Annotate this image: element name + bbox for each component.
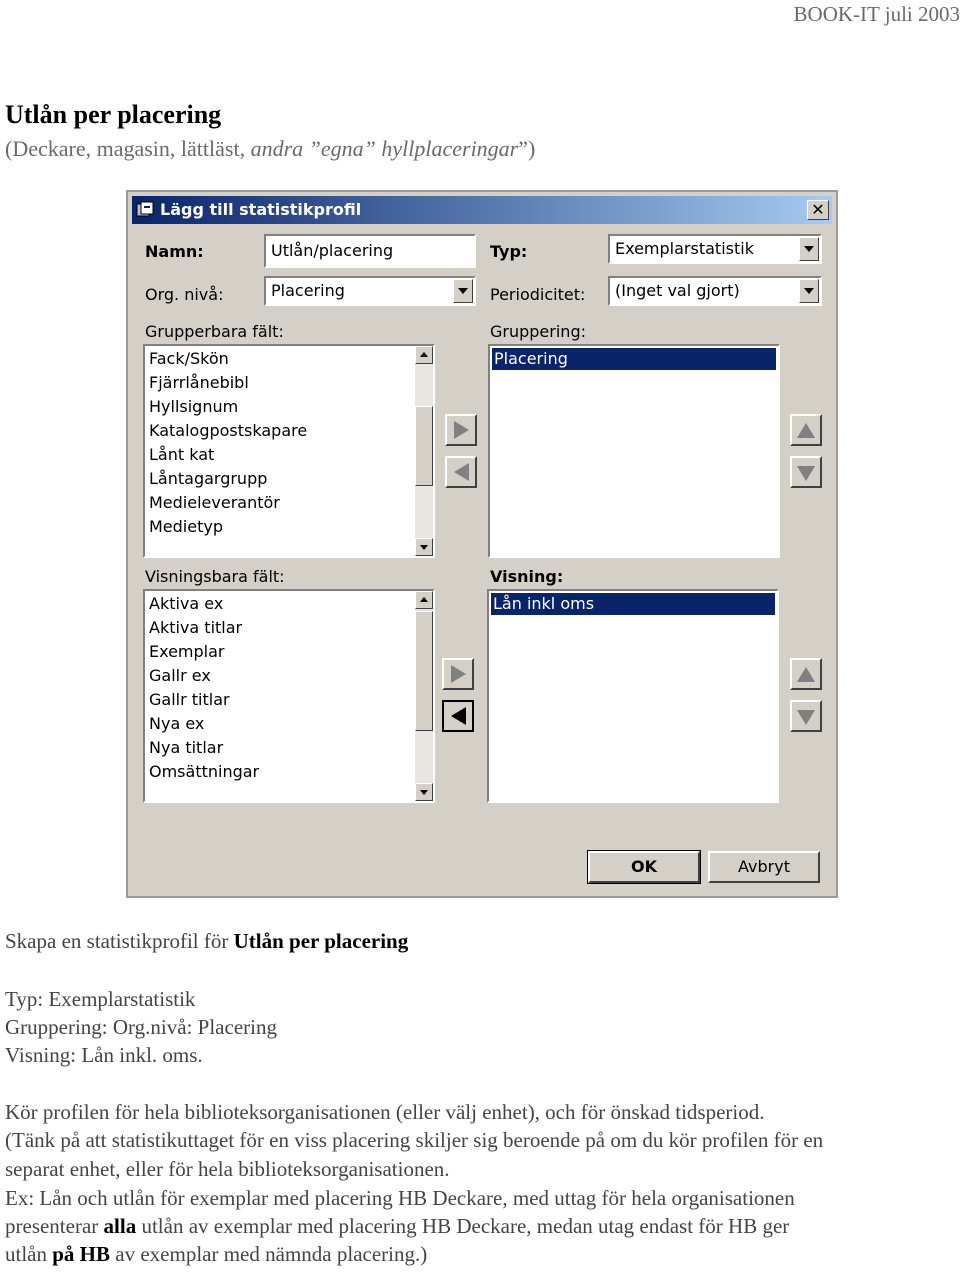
scroll-thumb[interactable] bbox=[415, 406, 433, 486]
list-item[interactable]: Hyllsignum bbox=[149, 397, 239, 416]
list-item[interactable]: Katalogpostskapare bbox=[149, 421, 308, 440]
arrow-down-icon bbox=[797, 466, 815, 481]
chevron-down-icon[interactable] bbox=[799, 279, 819, 303]
move-grouping-down-button[interactable] bbox=[790, 456, 822, 488]
intro-line bbox=[5, 927, 408, 956]
scroll-down-button[interactable] bbox=[415, 538, 433, 556]
type-select[interactable] bbox=[608, 234, 822, 264]
add-grouping-button[interactable] bbox=[445, 414, 477, 446]
list-item[interactable]: Låntagargrupp bbox=[149, 469, 268, 488]
app-icon bbox=[136, 201, 154, 219]
scroll-thumb[interactable] bbox=[415, 611, 433, 731]
periodicity-select-value: (Inget val gjort) bbox=[615, 281, 740, 300]
arrow-down-icon bbox=[797, 710, 815, 725]
list-item[interactable]: Fjärrlånebibl bbox=[149, 373, 249, 392]
arrow-right-icon bbox=[454, 421, 469, 439]
subtitle-close: ”) bbox=[518, 136, 536, 161]
list-item[interactable]: Fack/Skön bbox=[149, 349, 229, 368]
grouping-label: Gruppering: bbox=[490, 322, 586, 341]
periodicity-label: Periodicitet: bbox=[490, 285, 586, 304]
paragraph-line: (Tänk på att statistikuttaget för en viss placering skiljer sig beroende på om du kör profilen för en bbox=[5, 1128, 824, 1152]
dialog-title: Lägg till statistikprofil bbox=[160, 200, 362, 219]
groupable-fields-label: Grupperbara fält: bbox=[145, 322, 284, 341]
arrow-right-icon bbox=[451, 665, 466, 683]
scroll-up-button[interactable] bbox=[415, 346, 433, 364]
move-display-down-button[interactable] bbox=[790, 700, 822, 732]
arrow-up-icon bbox=[797, 423, 815, 438]
org-level-select[interactable] bbox=[264, 276, 476, 306]
cancel-button[interactable]: Avbryt bbox=[708, 851, 820, 883]
grouping-list[interactable] bbox=[488, 344, 780, 558]
move-grouping-up-button[interactable] bbox=[790, 414, 822, 446]
paragraph-line: Kör profilen för hela biblioteksorganisationen (eller välj enhet), och för önskad tidsperiod. bbox=[5, 1100, 765, 1124]
name-label: Namn: bbox=[145, 242, 204, 261]
viewable-fields-list[interactable] bbox=[143, 589, 435, 803]
name-input[interactable]: Utlån/placering bbox=[264, 234, 476, 268]
periodicity-select[interactable] bbox=[608, 276, 822, 306]
statistics-profile-dialog bbox=[126, 190, 838, 898]
list-item[interactable]: Lånt kat bbox=[149, 445, 215, 464]
chevron-down-icon[interactable] bbox=[453, 279, 473, 303]
paragraph-line: separat enhet, eller för hela biblioteksorganisationen. bbox=[5, 1157, 450, 1181]
scroll-down-button[interactable] bbox=[415, 783, 433, 801]
visning-line: Visning: Lån inkl. oms. bbox=[5, 1043, 203, 1067]
text-run: utlån av exemplar med placering HB Deckare, medan utag endast för HB ger bbox=[136, 1214, 790, 1238]
list-item[interactable]: Gallr titlar bbox=[149, 690, 230, 709]
gruppering-line: Gruppering: Org.nivå: Placering bbox=[5, 1015, 277, 1039]
document-title: Utlån per placering bbox=[5, 100, 222, 129]
display-label: Visning: bbox=[490, 567, 564, 586]
remove-display-button[interactable] bbox=[442, 700, 474, 732]
list-item[interactable]: Medieleverantör bbox=[149, 493, 280, 512]
arrow-left-icon bbox=[451, 707, 466, 725]
paragraph-line bbox=[5, 1240, 427, 1269]
list-item[interactable]: Exemplar bbox=[149, 642, 225, 661]
text-run: av exemplar med nämnda placering.) bbox=[110, 1242, 428, 1266]
intro-prefix: Skapa en statistikprofil för bbox=[5, 929, 234, 953]
viewable-fields-label: Visningsbara fält: bbox=[145, 567, 285, 586]
list-item[interactable]: Omsättningar bbox=[149, 762, 260, 781]
ok-button[interactable]: OK bbox=[588, 851, 700, 883]
intro-bold: Utlån per placering bbox=[233, 929, 409, 953]
list-item[interactable]: Medietyp bbox=[149, 517, 223, 536]
subtitle-italic: andra ”egna” hyllplaceringar bbox=[250, 136, 519, 161]
list-item-selected[interactable]: Placering bbox=[492, 348, 776, 370]
document-subtitle bbox=[5, 136, 535, 162]
list-item[interactable]: Aktiva ex bbox=[149, 594, 224, 613]
scroll-up-button[interactable] bbox=[415, 591, 433, 609]
dialog-titlebar[interactable] bbox=[132, 196, 832, 224]
subtitle-open: (Deckare, magasin, lättläst, bbox=[5, 136, 251, 161]
arrow-left-icon bbox=[454, 463, 469, 481]
groupable-fields-list[interactable] bbox=[143, 344, 435, 558]
type-select-value: Exemplarstatistik bbox=[615, 239, 754, 258]
page-header: BOOK-IT juli 2003 bbox=[793, 2, 960, 26]
type-label: Typ: bbox=[490, 242, 528, 261]
list-item[interactable]: Nya ex bbox=[149, 714, 205, 733]
list-item[interactable]: Nya titlar bbox=[149, 738, 224, 757]
text-run-bold: på HB bbox=[52, 1242, 111, 1266]
text-run: presenterar bbox=[5, 1214, 104, 1238]
text-run-bold: alla bbox=[103, 1214, 137, 1238]
text-run: utlån bbox=[5, 1242, 53, 1266]
chevron-down-icon[interactable] bbox=[799, 237, 819, 261]
paragraph-line: Ex: Lån och utlån för exemplar med placering HB Deckare, med uttag för hela organisationen bbox=[5, 1186, 795, 1210]
close-button[interactable]: ✕ bbox=[807, 200, 829, 220]
arrow-up-icon bbox=[797, 667, 815, 682]
list-item[interactable]: Aktiva titlar bbox=[149, 618, 243, 637]
vertical-scrollbar[interactable] bbox=[415, 591, 433, 801]
org-level-label: Org. nivå: bbox=[145, 285, 224, 304]
org-level-select-value: Placering bbox=[271, 281, 345, 300]
display-list[interactable] bbox=[487, 589, 779, 803]
remove-grouping-button[interactable] bbox=[445, 456, 477, 488]
add-display-button[interactable] bbox=[442, 658, 474, 690]
paragraph-line bbox=[5, 1212, 789, 1241]
vertical-scrollbar[interactable] bbox=[415, 346, 433, 556]
move-display-up-button[interactable] bbox=[790, 658, 822, 690]
typ-line: Typ: Exemplarstatistik bbox=[5, 987, 196, 1011]
list-item-selected[interactable]: Lån inkl oms bbox=[491, 593, 775, 615]
list-item[interactable]: Gallr ex bbox=[149, 666, 211, 685]
